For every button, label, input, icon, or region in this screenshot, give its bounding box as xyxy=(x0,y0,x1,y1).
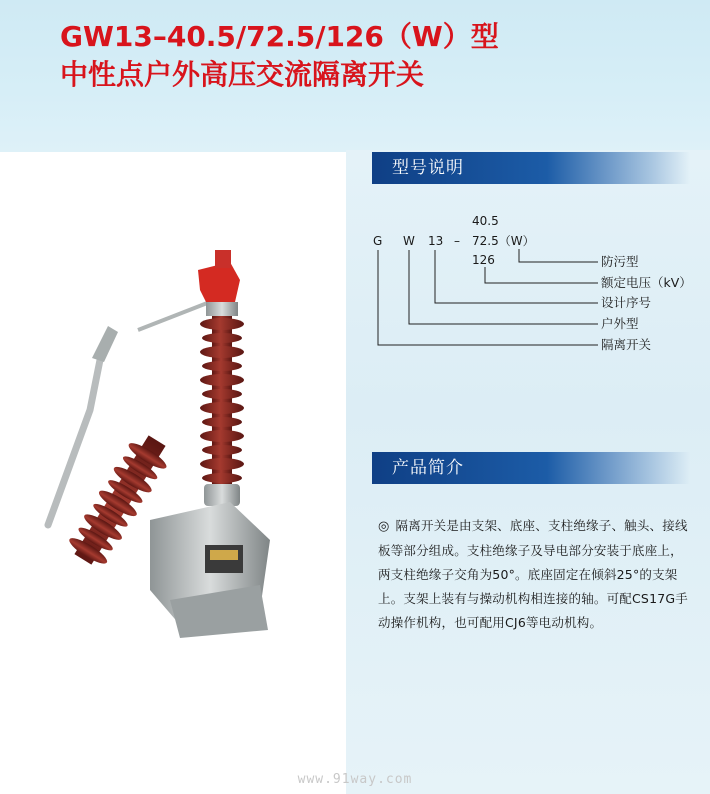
code-label-disconnector: 隔离开关 xyxy=(601,337,652,352)
watermark: www.91way.com xyxy=(297,772,413,787)
section-heading-model-text: 型号说明 xyxy=(392,158,464,178)
code-label-antifouling: 防污型 xyxy=(601,254,639,269)
disconnect-switch-photo xyxy=(30,240,300,640)
page-title-line1: GW13–40.5/72.5/126（W）型 xyxy=(60,20,499,53)
code-voltage-2: 72.5（W） xyxy=(472,234,535,248)
intro-bullet-icon: ◎ xyxy=(378,519,390,534)
code-voltage-1: 40.5 xyxy=(472,214,499,228)
code-number: 13 xyxy=(428,234,444,248)
page-title-line2: 中性点户外高压交流隔离开关 xyxy=(60,58,425,91)
code-voltage-3: 126 xyxy=(472,253,495,267)
code-label-outdoor: 户外型 xyxy=(601,316,639,331)
code-label-design-number: 设计序号 xyxy=(601,295,652,310)
code-label-rated-voltage: 额定电压（kV） xyxy=(601,275,692,290)
product-intro-paragraph xyxy=(378,514,694,635)
section-heading-intro-text: 产品简介 xyxy=(392,458,464,478)
code-dash: – xyxy=(454,234,460,248)
section-heading-model xyxy=(372,152,690,184)
code-g: G xyxy=(373,234,383,248)
code-w: W xyxy=(403,234,415,248)
section-heading-intro xyxy=(372,452,690,484)
intro-text: 隔离开关是由支架、底座、支柱绝缘子、触头、接线板等部分组成。支柱绝缘子及导电部分安装于底座上，两支柱绝缘子交角为50°。底座固定在倾斜25°的支架上。支架上装有与操动机构相连接的轴。可配CS17G手动操作机构，也可配用CJ6等电动机构。 xyxy=(378,518,688,630)
